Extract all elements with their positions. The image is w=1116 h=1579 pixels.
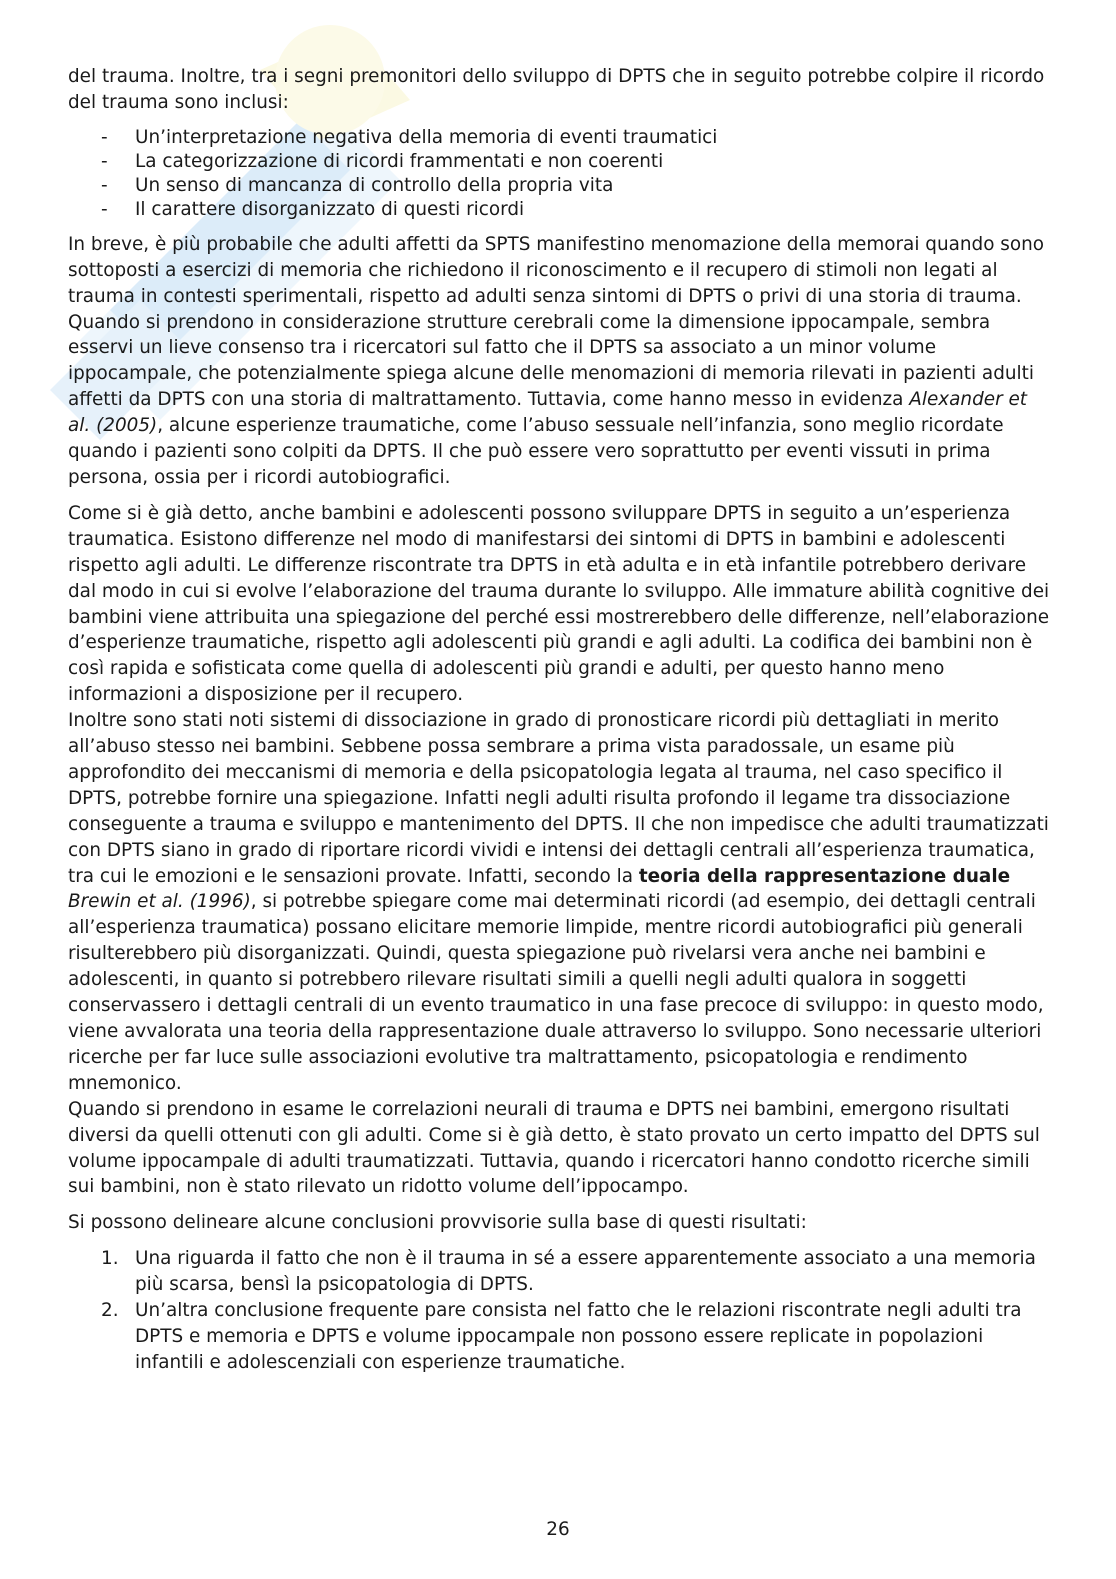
list-item: - Un senso di mancanza di controllo della propria vita: [68, 174, 1050, 198]
paragraph-dissociation: Inoltre sono stati noti sistemi di dissociazione in grado di pronosticare ricordi più dettagliati in merito all’abuso stesso nei bambini. Sebbene possa sembrare a prima vista paradossale, un esame più approfondito dei meccanismi di memoria e della psicopatologia legata al trauma, nel caso specifico il DPTS, potrebbe fornire una spiegazione. Infatti negli adulti risulta profondo il legame tra dissociazione conseguente a trauma e sviluppo e mantenimento del DPTS. Il che non impedisce che adulti traumatizzati con DPTS siano in grado di riportare ricordi vividi e intensi dei dettagli centrali all’esperienza traumatica, tra cui le emozioni e le sensazioni provate. Infatti, secondo la teoria della rappresentazione duale Brewin et al. (1996), si potrebbe spiegare come mai determinati ricordi (ad esempio, dei dettagli centrali all’esperienza traumatica) possano elicitare memorie limpide, mentre ricordi autobiografici più generali risulterebbero più disorganizzati. Quindi, questa spiegazione può rivelarsi vera anche nei bambini e adolescenti, in quanto si potrebbero rilevare risultati simili a quelli negli adulti qualora in soggetti conservassero i dettagli centrali di un evento traumatico in una fase precoce di sviluppo: in questo modo, viene avvalorata una teoria della rappresentazione duale attraverso lo sviluppo. Sono necessarie ulteriori ricerche per far luce sulle associazioni evolutive tra maltrattamento, psicopatologia e rendimento mnemonico.: [68, 710, 1049, 1094]
paragraph-conclusions-intro: Si possono delineare alcune conclusioni provvisorie sulla base di questi risultati:: [68, 1212, 807, 1234]
paragraph-intro: del trauma. Inoltre, tra i segni premonitori dello sviluppo di DPTS che in seguito potrebbe colpire il ricordo del trauma sono inclusi:: [68, 66, 1045, 113]
numbered-list: [68, 1246, 1050, 1376]
document-page: [68, 64, 1050, 1376]
page-number: 26: [546, 1519, 570, 1540]
citation-brewin: Brewin et al. (1996): [68, 891, 251, 913]
paragraph-memory-impairment: In breve, è più probabile che adulti affetti da SPTS manifestino menomazione della memorai quando sono sottoposti a esercizi di memoria che richiedono il riconoscimento e il recupero di stimoli non legati al trauma in contesti sperimentali, rispetto ad adulti senza sintomi di DPTS o privi di una storia di trauma. Quando si prendono in considerazione strutture cerebrali come la dimensione ippocampale, sembra esservi un lieve consenso tra i ricercatori sul fatto che il DPTS sa associato a un minor volume ippocampale, che potenzialmente spiega alcune delle menomazioni di memoria rilevati in pazienti adulti affetti da DPTS con una storia di maltrattamento. Tuttavia, come hanno messo in evidenza Alexander et al. (2005), alcune esperienze traumatiche, come l’abuso sessuale nell’infanzia, sono meglio ricordate quando i pazienti sono colpiti da DPTS. Il che può essere vero soprattutto per eventi vissuti in prima persona, ossia per i ricordi autobiografici.: [68, 233, 1045, 488]
list-item: - Un’interpretazione negativa della memoria di eventi traumatici: [68, 126, 1050, 150]
list-item: 1. Una riguarda il fatto che non è il trauma in sé a essere apparentemente associato a una memoria più scarsa, bensì la psicopatologia di DPTS.: [101, 1248, 1036, 1296]
paragraph-children-adolescents: Come si è già detto, anche bambini e adolescenti possono sviluppare DPTS in seguito a un’esperienza traumatica. Esistono differenze nel modo di manifestarsi dei sintomi di DPTS in bambini e adolescenti rispetto agli adulti. Le differenze riscontrate tra DPTS in età adulta e in età infantile potrebbero derivare dal modo in cui si evolve l’elaborazione del trauma durante lo sviluppo. Alle immature abilità cognitive dei bambini viene attribuita una spiegazione del perché essi mostrerebbero delle differenze, nell’elaborazione d’esperienze traumatiche, rispetto agli adolescenti più grandi e agli adulti. La codifica dei bambini non è così rapida e sofisticata come quella di adolescenti più grandi e adulti, per questo hanno meno informazioni a disposizione per il recupero.: [68, 502, 1050, 706]
list-item: - Il carattere disorganizzato di questi ricordi: [68, 198, 1050, 222]
paragraph-neural-correlates: Quando si prendono in esame le correlazioni neurali di trauma e DPTS nei bambini, emergono risultati diversi da quelli ottenuti con gli adulti. Come si è già detto, è stato provato un certo impatto del DPTS sul volume ippocampale di adulti traumatizzati. Tuttavia, quando i ricercatori hanno condotto ricerche simili sui bambini, non è stato rilevato un ridotto volume dell’ippocampo.: [68, 1098, 1040, 1198]
bullet-list: [68, 126, 1050, 222]
list-item: 2. Un’altra conclusione frequente pare consista nel fatto che le relazioni riscontrate negli adulti tra DPTS e memoria e DPTS e volume ippocampale non possono essere replicate in popolazioni infantili e adolescenziali con esperienze traumatiche.: [101, 1300, 1022, 1373]
citation-alexander: Alexander et al. (2005): [68, 389, 1027, 437]
dual-representation-theory: teoria della rappresentazione duale: [638, 865, 1011, 887]
list-item: - La categorizzazione di ricordi frammentati e non coerenti: [68, 150, 1050, 174]
